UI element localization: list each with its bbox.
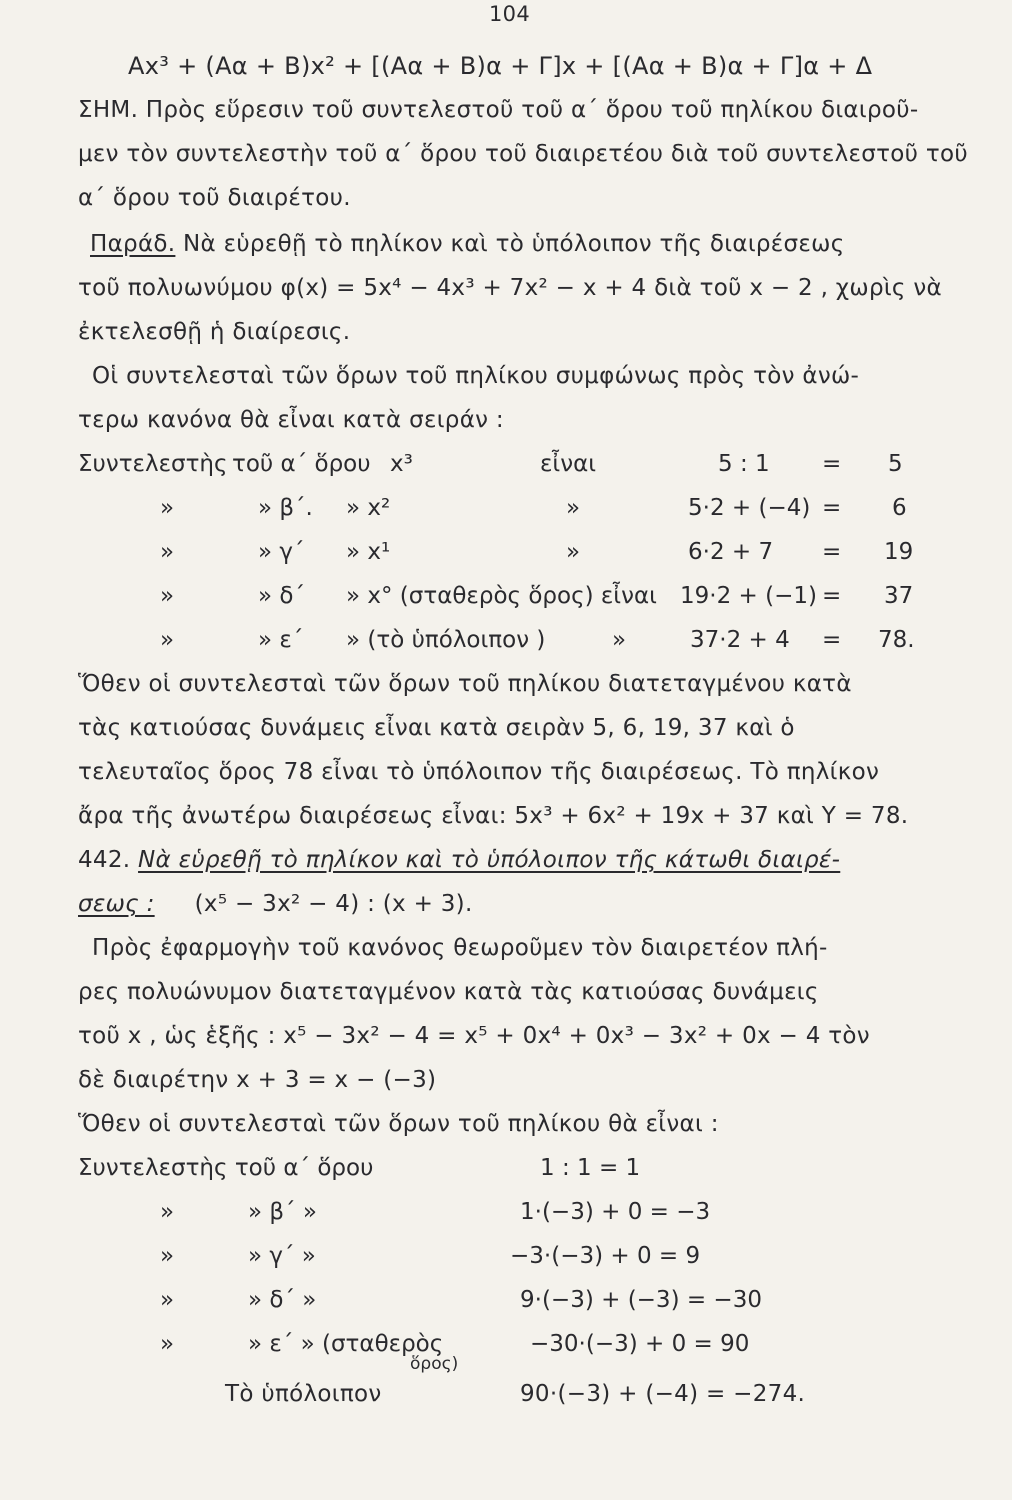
- note-line-3: α΄ ὅρου τοῦ διαιρέτου.: [78, 185, 351, 211]
- example-line-1: [90, 230, 845, 258]
- example-line-2: τοῦ πολυωνύμου φ(x) = 5x⁴ − 4x³ + 7x² − x + 4 διὰ τοῦ x − 2 , χωρὶς νὰ: [78, 275, 942, 301]
- remainder-label: Τὸ ὑπόλοιπον: [225, 1381, 382, 1407]
- table-cell: » δ΄: [258, 583, 305, 609]
- table-cell: 9·(−3) + (−3) = −30: [520, 1287, 762, 1313]
- table-cell: »: [160, 583, 175, 609]
- table-cell: » β΄ »: [248, 1199, 317, 1225]
- table-cell: »: [160, 495, 175, 521]
- conclusion-line-4: ἄρα τῆς ἀνωτέρω διαιρέσεως εἶναι: 5x³ + 6x² + 19x + 37 καὶ Υ = 78.: [78, 803, 909, 829]
- table-cell: 1 : 1 = 1: [540, 1155, 641, 1181]
- table-cell: »: [612, 627, 627, 653]
- coeff-intro-line-2: τερω κανόνα θὰ εἶναι κατὰ σειράν :: [78, 407, 504, 433]
- application-line-4: δὲ διαιρέτην x + 3 = x − (−3): [78, 1067, 437, 1093]
- table-cell: εἶναι: [540, 451, 597, 477]
- conclusion-line-1: Ὅθεν οἱ συντελεσταὶ τῶν ὅρων τοῦ πηλίκου διατεταγμένου κατὰ: [78, 671, 852, 697]
- coeff-intro-line-1: Οἱ συντελεσταὶ τῶν ὅρων τοῦ πηλίκου συμφώνως πρὸς τὸν ἀνώ-: [92, 363, 860, 389]
- exercise-heading: [78, 846, 840, 874]
- application-line-1: Πρὸς ἐφαρμογὴν τοῦ κανόνος θεωροῦμεν τὸν διαιρετέον πλή-: [92, 935, 828, 961]
- table-cell: 5·2 + (−4): [688, 495, 811, 521]
- exercise-title-cont: σεως :: [78, 891, 155, 917]
- table-cell: » β΄.: [258, 495, 313, 521]
- table-cell: » γ΄: [258, 539, 305, 565]
- note-line-2: μεν τὸν συντελεστὴν τοῦ α΄ ὅρου τοῦ διαιρετέου διὰ τοῦ συντελεστοῦ τοῦ: [78, 141, 968, 167]
- table-cell: » (τὸ ὑπόλοιπον ): [346, 627, 546, 653]
- table-cell: »: [160, 539, 175, 565]
- table-cell: =: [822, 583, 842, 609]
- application-line-3: τοῦ x , ὡς ἑξῆς : x⁵ − 3x² − 4 = x⁵ + 0x⁴ + 0x³ − 3x² + 0x − 4 τὸν: [78, 1023, 870, 1049]
- table-cell: » x²: [346, 495, 391, 521]
- page-number: 104: [489, 2, 530, 26]
- table-cell: 6: [892, 495, 907, 521]
- table-cell: Συντελεστὴς: [78, 451, 228, 477]
- table-cell: » δ΄ »: [248, 1287, 317, 1313]
- table-cell: »: [566, 539, 581, 565]
- table-cell: »: [160, 1199, 175, 1225]
- application-line-5: Ὅθεν οἱ συντελεσταὶ τῶν ὅρων τοῦ πηλίκου θὰ εἶναι :: [78, 1111, 719, 1137]
- table-cell: −3·(−3) + 0 = 9: [510, 1243, 701, 1269]
- remainder-value: 90·(−3) + (−4) = −274.: [520, 1381, 806, 1407]
- table-cell: 6·2 + 7: [688, 539, 774, 565]
- formula-line: Ax³ + (Aα + B)x² + [(Aα + B)α + Γ]x + [(Aα + B)α + Γ]α + Δ: [128, 52, 873, 80]
- table-cell: 37: [884, 583, 914, 609]
- exercise-title: Νὰ εὑρεθῇ τὸ πηλίκον καὶ τὸ ὑπόλοιπον τῆς κάτωθι διαιρέ-: [138, 847, 841, 873]
- table-cell: » γ΄ »: [248, 1243, 316, 1269]
- example-text: Νὰ εὑρεθῇ τὸ πηλίκον καὶ τὸ ὑπόλοιπον τῆς διαιρέσεως: [175, 231, 845, 257]
- table-cell-subtext: ὅρος): [410, 1354, 459, 1374]
- table-cell: =: [822, 627, 842, 653]
- exercise-number: 442.: [78, 847, 131, 873]
- table-cell: =: [822, 495, 842, 521]
- application-line-2: ρες πολυώνυμον διατεταγμένον κατὰ τὰς κατιούσας δυνάμεις: [78, 979, 819, 1005]
- table-cell: 1·(−3) + 0 = −3: [520, 1199, 711, 1225]
- table-cell: 37·2 + 4: [690, 627, 790, 653]
- table-cell: τοῦ α΄ ὅρου: [232, 451, 371, 477]
- table-cell: 5 : 1: [718, 451, 770, 477]
- conclusion-line-3: τελευταῖος ὅρος 78 εἶναι τὸ ὑπόλοιπον τῆς διαιρέσεως. Τὸ πηλίκον: [78, 759, 880, 785]
- table-cell: =: [822, 539, 842, 565]
- table-cell: 19: [884, 539, 914, 565]
- table-cell: 78.: [878, 627, 915, 653]
- table-cell: Συντελεστὴς τοῦ α΄ ὅρου: [78, 1155, 374, 1181]
- table-cell: » x° (σταθερὸς ὅρος) εἶναι: [346, 583, 657, 609]
- table-cell: =: [822, 451, 842, 477]
- table-cell: » ε΄: [258, 627, 304, 653]
- note-line-1: ΣΗΜ. Πρὸς εὕρεσιν τοῦ συντελεστοῦ τοῦ α΄ ὅρου τοῦ πηλίκου διαιροῦ-: [78, 97, 919, 123]
- exercise-expression: (x⁵ − 3x² − 4) : (x + 3).: [194, 891, 473, 917]
- table-cell: »: [160, 627, 175, 653]
- conclusion-line-2: τὰς κατιούσας δυνάμεις εἶναι κατὰ σειρὰν 5, 6, 19, 37 καὶ ὁ: [78, 715, 795, 741]
- exercise-heading-line-2: [78, 890, 473, 918]
- table-cell: » x¹: [346, 539, 391, 565]
- table-cell: »: [160, 1287, 175, 1313]
- table-cell: 5: [888, 451, 903, 477]
- table-cell: »: [566, 495, 581, 521]
- table-cell: »: [160, 1243, 175, 1269]
- table-cell: −30·(−3) + 0 = 90: [530, 1331, 750, 1357]
- example-label: Παράδ.: [90, 231, 176, 257]
- example-line-3: ἐκτελεσθῇ ἡ διαίρεσις.: [78, 319, 351, 345]
- table-cell: x³: [390, 451, 413, 477]
- table-cell: » ε΄ » (σταθερὸς: [248, 1331, 444, 1357]
- table-cell: 19·2 + (−1): [680, 583, 817, 609]
- table-cell: »: [160, 1331, 175, 1357]
